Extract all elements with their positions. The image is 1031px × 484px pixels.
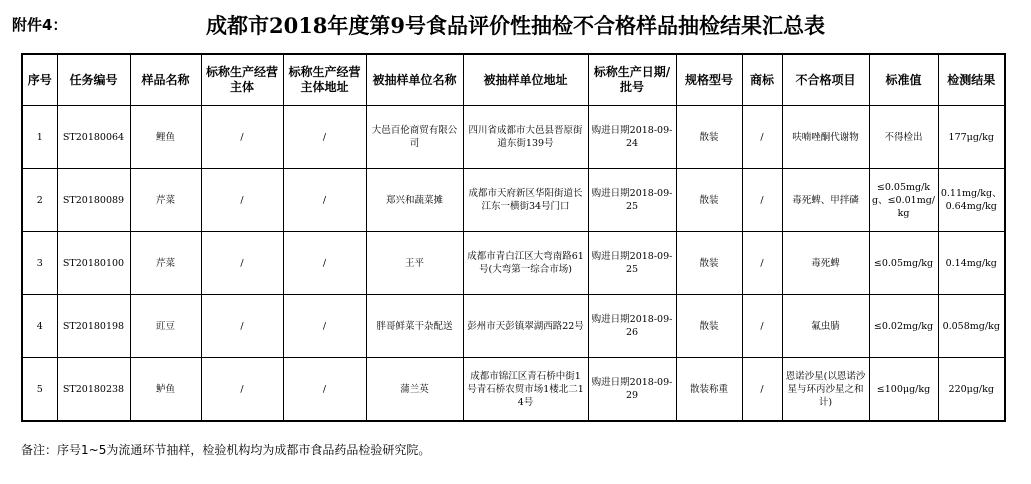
cell-specification: 散装 <box>676 106 742 169</box>
header-sample-name: 样品名称 <box>130 54 201 106</box>
cell-test-result: 0.14mg/kg <box>938 232 1005 295</box>
cell-standard-value: ≤100μg/kg <box>869 358 938 422</box>
cell-producer: / <box>201 169 283 232</box>
header-trademark: 商标 <box>742 54 782 106</box>
cell-seq: 4 <box>22 295 57 358</box>
header-task-no: 任务编号 <box>57 54 130 106</box>
cell-sampled-unit: 王平 <box>366 232 463 295</box>
header-standard-value: 标准值 <box>869 54 938 106</box>
cell-sampled-unit: 胖哥鲜菜干杂配送 <box>366 295 463 358</box>
cell-test-result: 177μg/kg <box>938 106 1005 169</box>
header-sampled-unit: 被抽样单位名称 <box>366 54 463 106</box>
header-sampled-unit-address: 被抽样单位地址 <box>463 54 588 106</box>
cell-sampled-unit-address: 成都市锦江区青石桥中街1号青石桥农贸市场1楼北二14号 <box>463 358 588 422</box>
cell-seq: 5 <box>22 358 57 422</box>
table-row <box>22 169 1005 232</box>
cell-sample-name: 芹菜 <box>130 232 201 295</box>
cell-trademark: / <box>742 169 782 232</box>
cell-production-date: 购进日期2018-09-26 <box>588 295 676 358</box>
cell-sampled-unit-address: 成都市青白江区大弯南路61号(大弯第一综合市场) <box>463 232 588 295</box>
cell-trademark: / <box>742 295 782 358</box>
cell-producer: / <box>201 106 283 169</box>
cell-trademark: / <box>742 232 782 295</box>
cell-producer: / <box>201 295 283 358</box>
cell-standard-value: ≤0.05mg/kg、≤0.01mg/kg <box>869 169 938 232</box>
cell-sampled-unit: 大邑百伦商贸有限公司 <box>366 106 463 169</box>
cell-producer-address: / <box>283 106 366 169</box>
cell-producer-address: / <box>283 169 366 232</box>
cell-sampled-unit-address: 彭州市天彭镇翠湖西路22号 <box>463 295 588 358</box>
cell-producer-address: / <box>283 358 366 422</box>
cell-sampled-unit: 蒲兰英 <box>366 358 463 422</box>
footnote: 备注：序号1~5为流通环节抽样，检验机构均为成都市食品药品检验研究院。 <box>21 443 431 457</box>
cell-failed-item: 呋喃唑酮代谢物 <box>782 106 869 169</box>
header-specification: 规格型号 <box>676 54 742 106</box>
header-production-date: 标称生产日期/批号 <box>588 54 676 106</box>
cell-sample-name: 鲈鱼 <box>130 358 201 422</box>
attachment-label: 附件4： <box>12 16 68 34</box>
cell-standard-value: ≤0.05mg/kg <box>869 232 938 295</box>
cell-production-date: 购进日期2018-09-24 <box>588 106 676 169</box>
cell-sample-name: 芹菜 <box>130 169 201 232</box>
table-row <box>22 295 1005 358</box>
cell-task-no: ST20180089 <box>57 169 130 232</box>
cell-producer-address: / <box>283 232 366 295</box>
cell-task-no: ST20180198 <box>57 295 130 358</box>
cell-task-no: ST20180238 <box>57 358 130 422</box>
cell-task-no: ST20180064 <box>57 106 130 169</box>
cell-trademark: / <box>742 358 782 422</box>
cell-seq: 2 <box>22 169 57 232</box>
cell-test-result: 220μg/kg <box>938 358 1005 422</box>
cell-failed-item: 氟虫腈 <box>782 295 869 358</box>
cell-specification: 散装 <box>676 232 742 295</box>
cell-sampled-unit-address: 成都市天府新区华阳街道长江东一横街34号门口 <box>463 169 588 232</box>
cell-standard-value: 不得检出 <box>869 106 938 169</box>
header-producer-address: 标称生产经营主体地址 <box>283 54 366 106</box>
cell-standard-value: ≤0.02mg/kg <box>869 295 938 358</box>
cell-task-no: ST20180100 <box>57 232 130 295</box>
cell-producer-address: / <box>283 295 366 358</box>
cell-production-date: 购进日期2018-09-25 <box>588 169 676 232</box>
cell-failed-item: 毒死蜱 <box>782 232 869 295</box>
results-table <box>21 53 1006 422</box>
cell-sample-name: 鲤鱼 <box>130 106 201 169</box>
header-failed-item: 不合格项目 <box>782 54 869 106</box>
table-row <box>22 106 1005 169</box>
cell-sampled-unit-address: 四川省成都市大邑县晋原街道东街139号 <box>463 106 588 169</box>
cell-sample-name: 豇豆 <box>130 295 201 358</box>
header-test-result: 检测结果 <box>938 54 1005 106</box>
cell-production-date: 购进日期2018-09-25 <box>588 232 676 295</box>
header-seq: 序号 <box>22 54 57 106</box>
document-title: 成都市2018年度第9号食品评价性抽检不合格样品抽检结果汇总表 <box>205 13 826 38</box>
cell-specification: 散装 <box>676 295 742 358</box>
cell-specification: 散装称重 <box>676 358 742 422</box>
table-row <box>22 232 1005 295</box>
cell-sampled-unit: 郑兴和蔬菜摊 <box>366 169 463 232</box>
cell-seq: 1 <box>22 106 57 169</box>
cell-trademark: / <box>742 106 782 169</box>
cell-specification: 散装 <box>676 169 742 232</box>
cell-failed-item: 毒死蜱、甲拌磷 <box>782 169 869 232</box>
table-header-row <box>22 54 1005 106</box>
cell-producer: / <box>201 232 283 295</box>
cell-production-date: 购进日期2018-09-29 <box>588 358 676 422</box>
cell-failed-item: 恩诺沙星(以恩诺沙星与环丙沙星之和计) <box>782 358 869 422</box>
table-row <box>22 358 1005 422</box>
cell-seq: 3 <box>22 232 57 295</box>
cell-test-result: 0.058mg/kg <box>938 295 1005 358</box>
header-producer: 标称生产经营主体 <box>201 54 283 106</box>
cell-producer: / <box>201 358 283 422</box>
cell-test-result: 0.11mg/kg、0.64mg/kg <box>938 169 1005 232</box>
